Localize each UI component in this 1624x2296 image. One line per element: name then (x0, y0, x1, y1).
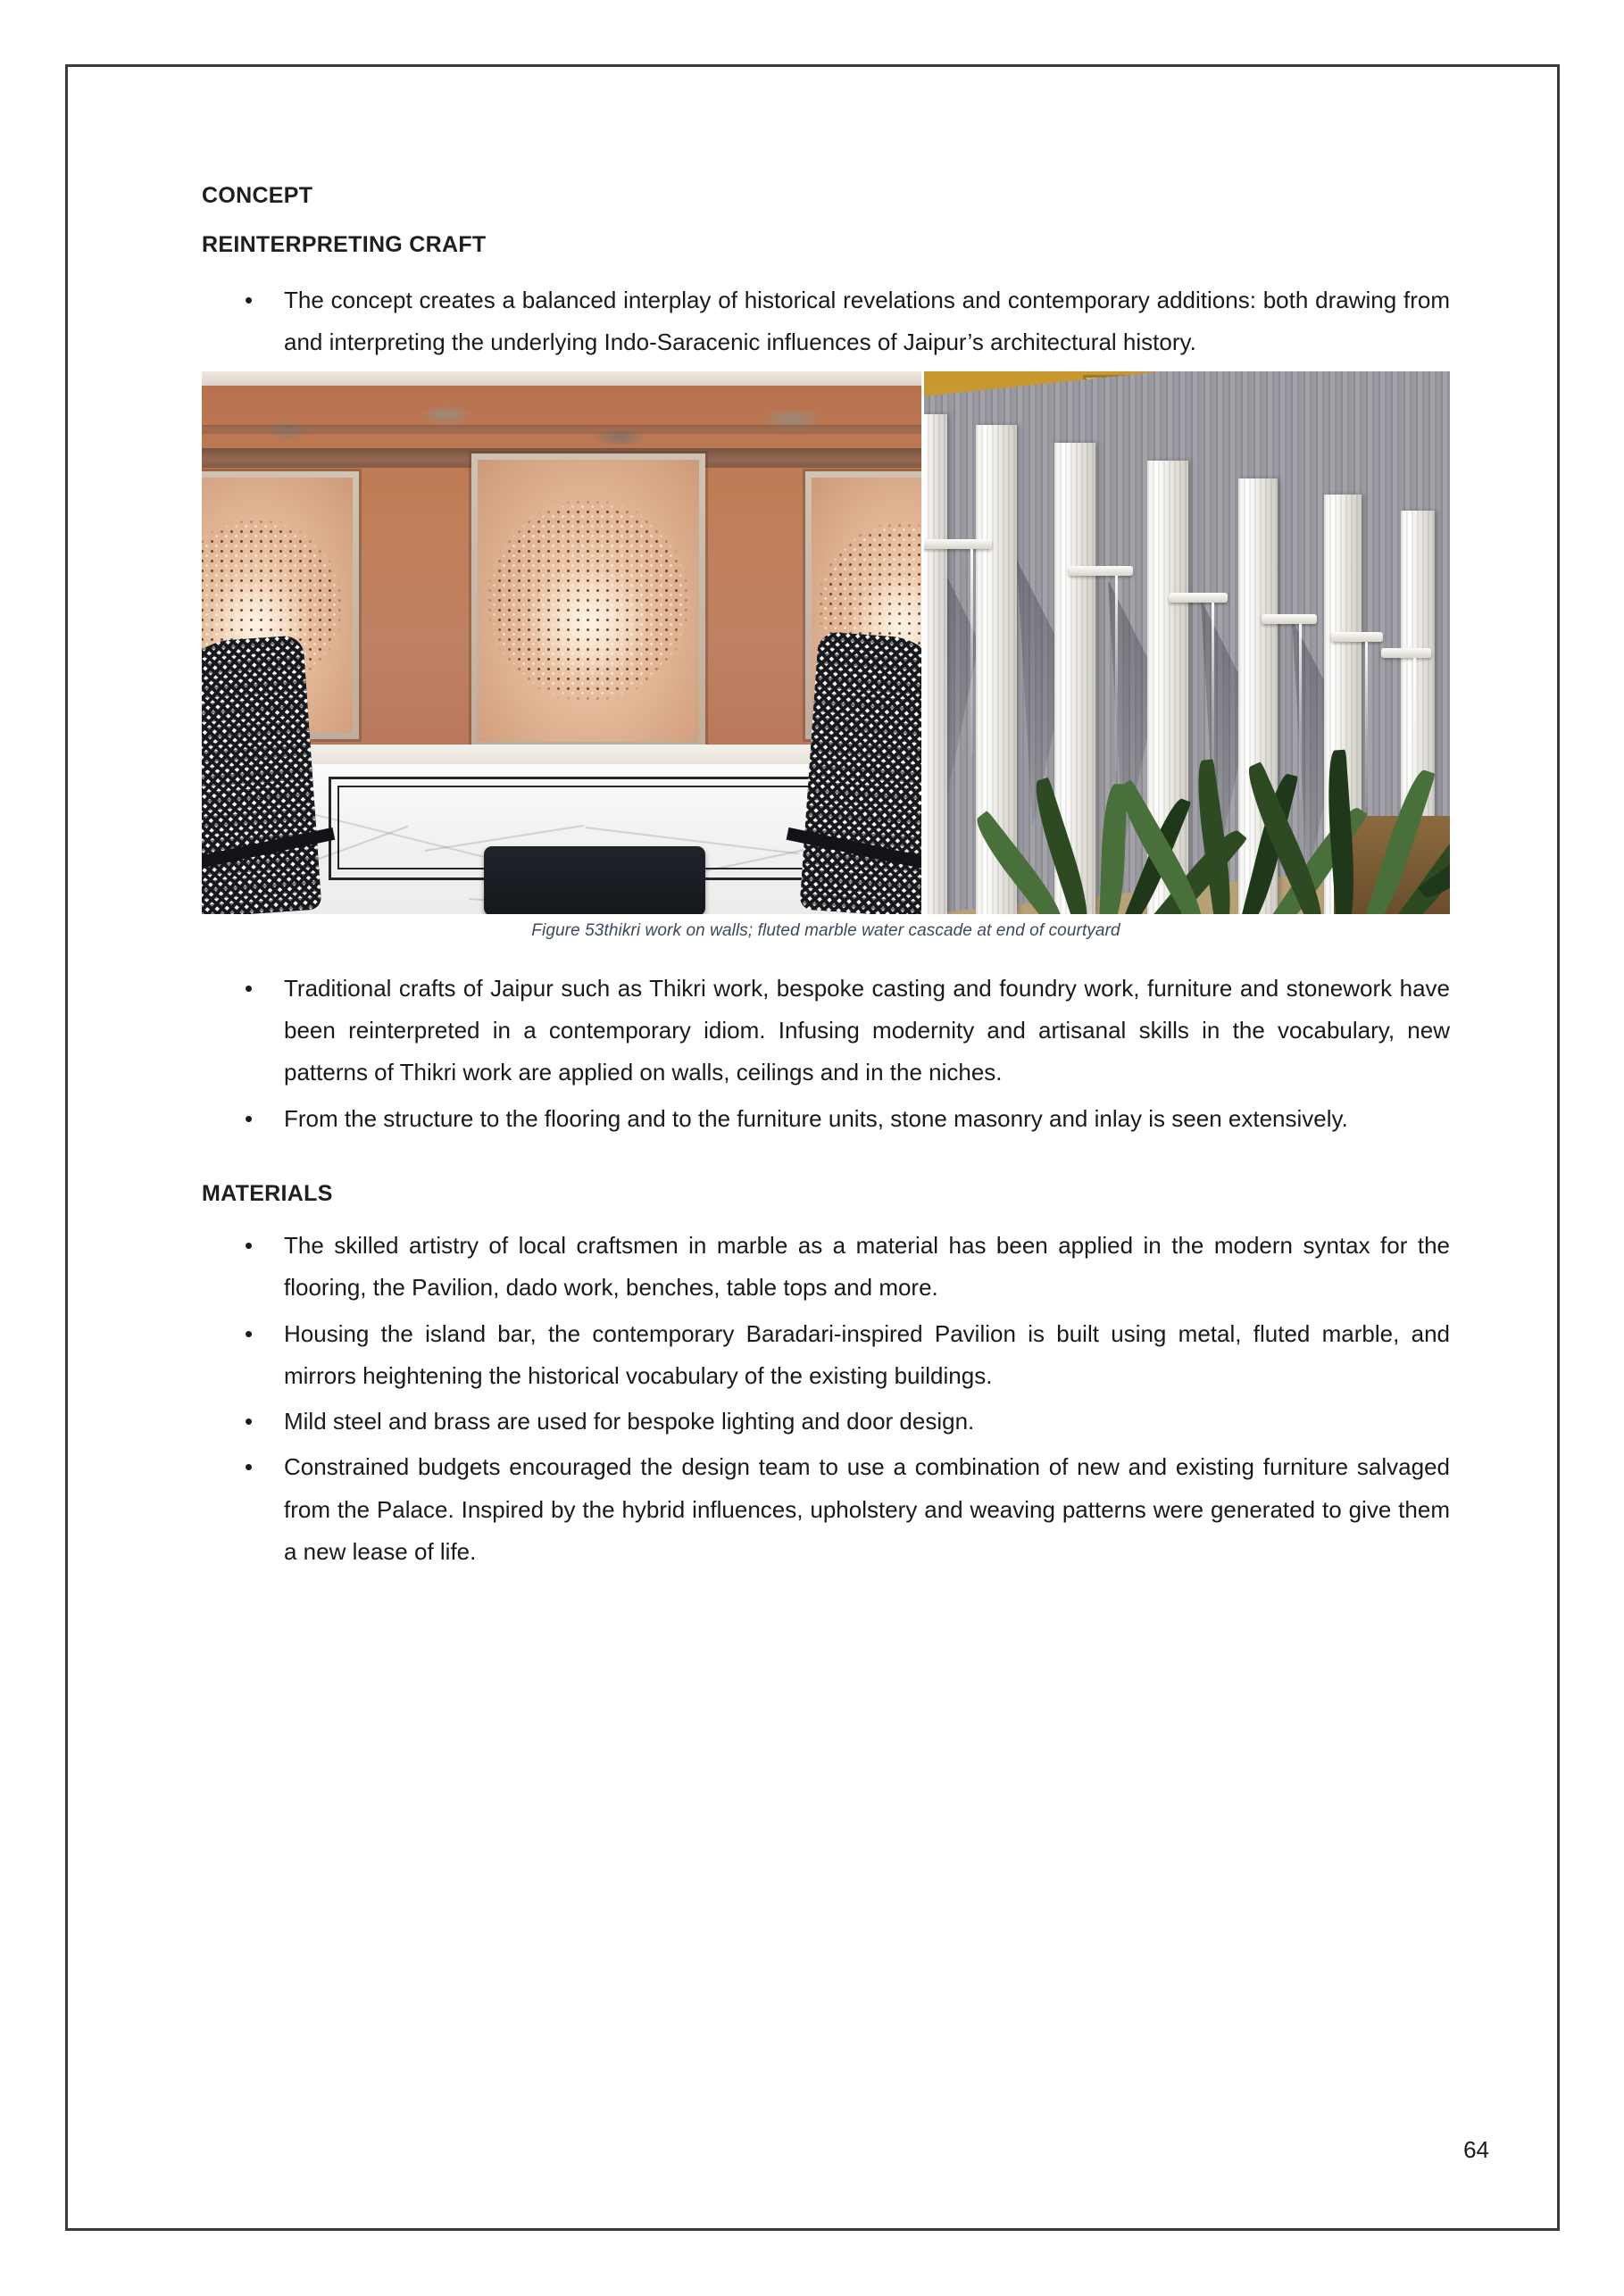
list-item-text: Constrained budgets encouraged the design team to use a combination of new and existing furniture salvaged from the Palace. Inspired by the hybrid influences, upholstery and weaving patterns were generated to give them a new lease of life. (284, 1453, 1450, 1566)
bullet-marker: • (245, 1453, 254, 1481)
list-item (202, 1313, 1450, 1398)
fluted-marble-fin (924, 414, 947, 914)
thikri-dot-pattern (485, 497, 692, 704)
photo-stone-course-upper (202, 425, 921, 434)
bullet-marker: • (245, 1231, 254, 1259)
water-spout (1262, 614, 1317, 624)
figure-image-row (202, 371, 1450, 914)
water-spout (1169, 593, 1228, 603)
page-content (202, 183, 1450, 1576)
water-stream (1299, 624, 1302, 798)
list-item-text: From the structure to the flooring and to the furniture units, stone masonry and inlay is seen extensively. (284, 1104, 1348, 1132)
water-spout (1069, 566, 1133, 576)
water-stream (1365, 642, 1368, 807)
water-stream (1115, 576, 1118, 772)
bullet-marker: • (245, 1104, 254, 1132)
fluted-marble-water-cascade-photo (924, 371, 1450, 914)
list-item (202, 1225, 1450, 1310)
bench-black-cushion (484, 846, 705, 914)
list-item-text: Housing the island bar, the contemporary Baradari-inspired Pavilion is built using metal, fluted marble, and mirrors heightening the historical vocabulary of the existing buildings. (284, 1319, 1450, 1389)
bullet-list-concept (202, 279, 1450, 364)
list-item (202, 1098, 1450, 1140)
list-item (202, 1446, 1450, 1573)
water-stream (1212, 603, 1214, 786)
water-stream (970, 549, 973, 754)
bullet-list-craft (202, 968, 1450, 1140)
heading-reinterpreting-craft: REINTERPRETING CRAFT (202, 232, 487, 257)
list-item-text: Mild steel and brass are used for bespoke lighting and door design. (284, 1408, 975, 1435)
list-item (202, 279, 1450, 364)
thikri-work-niches-photo (202, 371, 921, 914)
figure-caption: Figure 53thikri work on walls; fluted marble water cascade at end of courtyard (531, 920, 1120, 940)
water-spout (1331, 632, 1383, 642)
houndstooth-bolster-left (202, 635, 322, 914)
list-item (202, 968, 1450, 1094)
bullet-marker: • (245, 287, 254, 313)
heading-concept: CONCEPT (202, 183, 313, 208)
list-item (202, 1401, 1450, 1443)
bullet-list-materials (202, 1225, 1450, 1574)
water-spout (1381, 648, 1431, 658)
page-number: 64 (1463, 2136, 1489, 2163)
list-item-text: The skilled artistry of local craftsmen in marble as a material has been applied in the modern syntax for the flooring, the Pavilion, dado work, benches, table tops and more. (284, 1231, 1450, 1302)
bullet-marker: • (245, 1408, 254, 1435)
figure-53 (202, 371, 1450, 941)
document-page (65, 64, 1560, 2231)
houndstooth-bolster-right (799, 631, 921, 914)
thikri-niche-center (471, 453, 705, 748)
water-spout (924, 539, 992, 549)
heading-materials: MATERIALS (202, 1180, 333, 1206)
list-item-text: Traditional crafts of Jaipur such as Thikri work, bespoke casting and foundry work, furniture and stonework have been reinterpreted in a contemporary idiom. Infusing modernity and artisanal skills in the vocabulary, new patterns of Thikri work are applied on walls, ceilings and in the niches. (284, 974, 1450, 1086)
bullet-marker: • (245, 1319, 254, 1347)
bullet-marker: • (245, 974, 254, 1002)
photo-ceiling-band (202, 371, 921, 386)
list-item-text: The concept creates a balanced interplay of historical revelations and contemporary additions: both drawing from and interpreting the underlying Indo-Saracenic influences of Jaipur’s architectural history. (284, 287, 1450, 356)
thikri-niche-inner (478, 460, 699, 742)
